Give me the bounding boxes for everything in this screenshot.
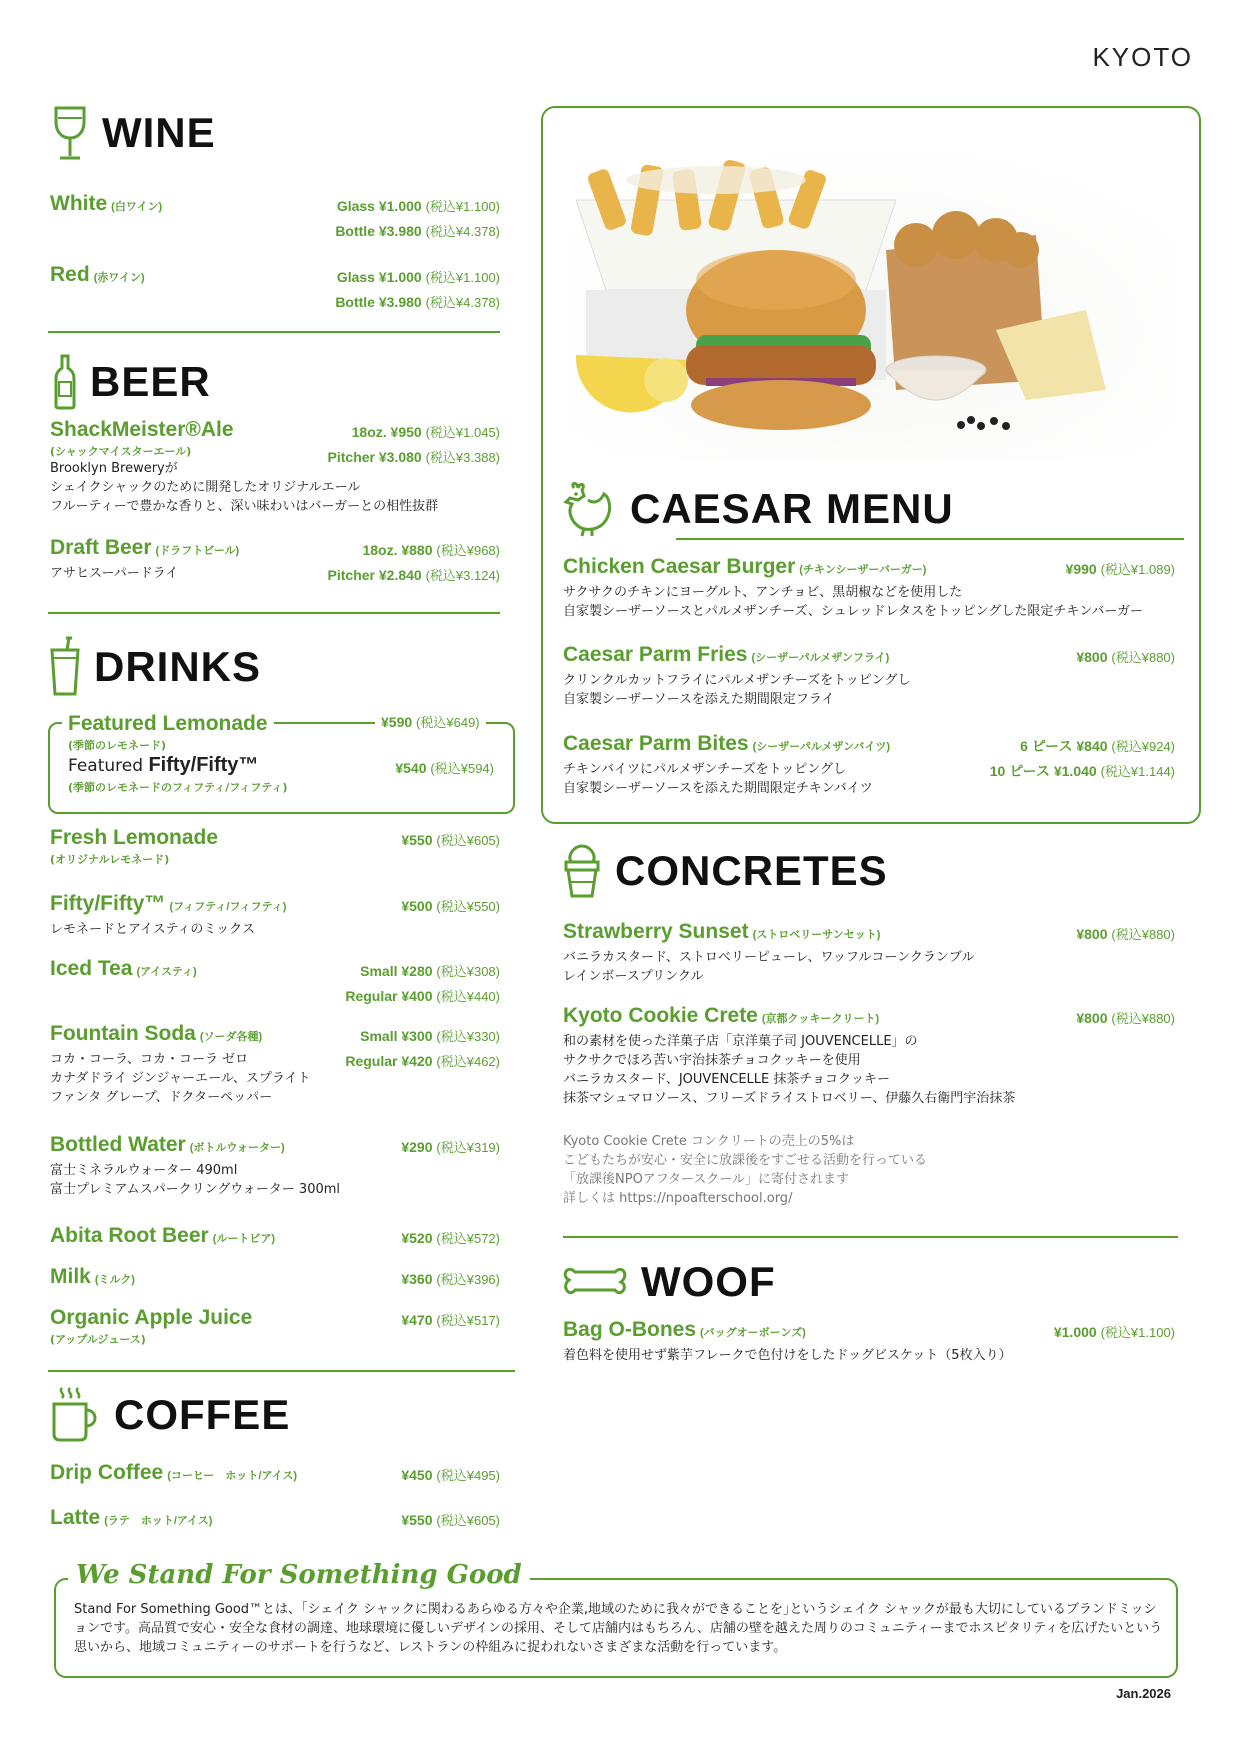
item-price: ¥470 <box>401 1312 433 1328</box>
item-price: Bottle ¥3.980 <box>335 294 422 310</box>
menu-item <box>50 826 500 874</box>
item-description: フルーティーで豊かな香りと、深い味わいはバーガーとの相性抜群 <box>50 499 439 514</box>
wine-heading <box>52 104 216 162</box>
item-description: クリンクルカットフライにパルメザンチーズをトッピングし <box>563 673 911 688</box>
item-price: ¥1.000 <box>1053 1324 1097 1340</box>
caesar-food-photo <box>566 140 1176 460</box>
rooster-icon <box>560 480 616 538</box>
divider <box>676 538 1184 540</box>
item-name: Bag O-Bones <box>563 1318 697 1341</box>
item-name: Latte <box>50 1506 101 1529</box>
menu-item <box>563 1318 1175 1368</box>
item-name: Organic Apple Juice <box>50 1306 253 1329</box>
item-subname: (シャックマイスターエール) <box>50 445 192 458</box>
item-name: Milk <box>50 1265 91 1288</box>
menu-item <box>50 263 500 323</box>
item-description: サクサクでほろ苦い宇治抹茶チョコクッキーを使用 <box>563 1053 861 1068</box>
divider <box>563 1236 1178 1238</box>
item-tax-price: (税込¥1.144) <box>1100 764 1175 779</box>
drink-cup-icon <box>50 636 80 698</box>
item-price: ¥520 <box>401 1230 433 1246</box>
item-description: レインボースプリンクル <box>563 969 704 984</box>
item-name: Red <box>50 263 90 286</box>
item-tax-price: (税込¥4.378) <box>425 295 500 310</box>
item-description: 着色料を使用せず紫芋フレークで色付けをしたドッグビスケット（5枚入り） <box>563 1348 1012 1363</box>
note-line: こどもたちが安心・安全に放課後をすごせる活動を行っている <box>563 1153 928 1168</box>
item-tax-price: (税込¥330) <box>436 1029 500 1044</box>
item-subname: (ボトルウォーター) <box>189 1142 285 1154</box>
item-price: 18oz. ¥880 <box>362 542 433 558</box>
item-description: 富士ミネラルウォーター 490ml <box>50 1163 238 1178</box>
concretes-title: CONCRETES <box>615 847 888 894</box>
item-tax-price: (税込¥649) <box>416 715 480 730</box>
item-description: バニラカスタード、ストロベリーピューレ、ワッフルコーンクランブル <box>563 950 975 965</box>
item-subname: (フィフティ/フィフティ) <box>169 901 287 913</box>
item-tax-price: (税込¥1.100) <box>425 270 500 285</box>
menu-item <box>563 732 1175 804</box>
item-subname: (ルートビア) <box>212 1233 276 1245</box>
item-name-prefix: Featured <box>68 756 144 776</box>
coffee-title: COFFEE <box>114 1391 291 1438</box>
item-tax-price: (税込¥1.089) <box>1100 562 1175 577</box>
item-description: アサヒスーパードライ <box>50 566 179 581</box>
item-price: ¥990 <box>1065 561 1097 577</box>
menu-item <box>68 754 288 795</box>
drinks-heading <box>50 636 261 698</box>
coffee-cup-icon <box>52 1386 100 1444</box>
item-tax-price: (税込¥880) <box>1111 650 1175 665</box>
item-price: ¥800 <box>1076 649 1108 665</box>
item-tax-price: (税込¥1.045) <box>425 425 500 440</box>
menu-item <box>50 192 500 252</box>
item-subname: (コーヒー ホット/アイス) <box>167 1470 298 1482</box>
item-price: ¥550 <box>401 832 433 848</box>
item-subname: (ドラフトビール) <box>155 545 240 557</box>
item-tax-price: (税込¥924) <box>1111 739 1175 754</box>
item-name: Chicken Caesar Burger <box>563 555 796 578</box>
item-tax-price: (税込¥594) <box>430 761 494 776</box>
item-price: ¥360 <box>401 1271 433 1287</box>
item-subname: (チキンシーザーバーガー) <box>799 564 927 576</box>
item-name: Kyoto Cookie Crete <box>563 1004 758 1027</box>
menu-item <box>50 1461 500 1491</box>
menu-date: Jan.2026 <box>1116 1686 1171 1701</box>
menu-item <box>50 1022 500 1118</box>
concrete-cup-icon <box>563 842 601 900</box>
item-price: Glass ¥1.000 <box>336 269 422 285</box>
item-name: Bottled Water <box>50 1133 186 1156</box>
item-tax-price: (税込¥3.388) <box>425 450 500 465</box>
beer-bottle-icon <box>54 354 76 410</box>
item-tax-price: (税込¥968) <box>436 543 500 558</box>
item-subname: (季節のレモネードのフィフティ/フィフティ) <box>68 781 288 794</box>
item-price: 10 ピース ¥1.040 <box>989 763 1097 779</box>
item-description: チキンバイツにパルメザンチーズをトッピングし <box>563 762 847 777</box>
item-tax-price: (税込¥880) <box>1111 927 1175 942</box>
item-price: 6 ピース ¥840 <box>1020 738 1108 754</box>
item-description: ファンタ グレープ、ドクターペッパー <box>50 1090 273 1105</box>
item-tax-price: (税込¥572) <box>436 1231 500 1246</box>
item-price: ¥800 <box>1076 926 1108 942</box>
divider <box>302 722 368 724</box>
stand-for-something-good-title: We Stand For Something Good <box>68 1560 530 1590</box>
menu-item <box>50 892 500 942</box>
caesar-heading <box>560 480 954 538</box>
item-subname: (ミルク) <box>94 1274 135 1286</box>
dog-bone-icon <box>563 1260 627 1304</box>
item-description: 自家製シーザーソースとパルメザンチーズ、シュレッドレタスをトッピングした限定チキンバーガー <box>563 604 1144 619</box>
menu-item <box>50 1306 500 1352</box>
item-description: 抹茶マシュマロソース、フリーズドライストロベリー、伊藤久右衛門宇治抹茶 <box>563 1091 1016 1106</box>
item-name: Fifty/Fifty™ <box>148 754 259 776</box>
item-tax-price: (税込¥396) <box>436 1272 500 1287</box>
menu-item <box>50 418 500 524</box>
item-subname: (赤ワイン) <box>93 272 145 284</box>
divider <box>48 331 500 333</box>
divider <box>48 612 500 614</box>
item-tax-price: (税込¥495) <box>436 1468 500 1483</box>
beer-title: BEER <box>90 358 211 405</box>
item-price: ¥800 <box>1076 1010 1108 1026</box>
item-price: ¥290 <box>401 1139 433 1155</box>
item-subname: (白ワイン) <box>111 201 163 213</box>
wine-title: WINE <box>102 109 216 156</box>
coffee-heading <box>52 1386 290 1444</box>
item-description: レモネードとアイスティのミックス <box>50 922 256 937</box>
item-name: Caesar Parm Bites <box>563 732 749 755</box>
item-price: Regular ¥420 <box>345 1053 433 1069</box>
item-description: カナダドライ ジンジャーエール、スプライト <box>50 1071 311 1086</box>
item-tax-price: (税込¥1.100) <box>1100 1325 1175 1340</box>
location-label: KYOTO <box>1092 42 1193 72</box>
item-subname: (シーザーパルメザンバイツ) <box>752 741 891 753</box>
note-line: 「放課後NPOアフタースクール」に寄付されます <box>563 1172 849 1187</box>
item-tax-price: (税込¥3.124) <box>425 568 500 583</box>
item-description: Brooklyn Breweryが <box>50 461 178 476</box>
item-description: シェイクシャックのために開発したオリジナルエール <box>50 480 361 495</box>
item-subname: (ストロベリーサンセット) <box>752 929 881 941</box>
item-subname: (季節のレモネード) <box>68 739 167 752</box>
item-description: コカ・コーラ、コカ・コーラ ゼロ <box>50 1052 249 1067</box>
item-price: ¥550 <box>401 1512 433 1528</box>
divider <box>48 1370 515 1372</box>
item-name: Iced Tea <box>50 957 133 980</box>
menu-item <box>563 920 1175 992</box>
wine-glass-icon <box>52 104 88 162</box>
item-subname: (ラテ ホット/アイス) <box>104 1515 213 1527</box>
item-name: Fresh Lemonade <box>50 826 219 849</box>
note-link[interactable]: 詳しくは https://npoafterschool.org/ <box>563 1191 793 1206</box>
item-description: 自家製シーザーソースを添えた期間限定チキンバイツ <box>563 781 873 796</box>
menu-item <box>50 1506 500 1536</box>
item-name: Strawberry Sunset <box>563 920 749 943</box>
note-line: Kyoto Cookie Crete コンクリートの売上の5%は <box>563 1134 855 1149</box>
menu-item <box>563 643 1175 715</box>
item-tax-price: (税込¥550) <box>436 899 500 914</box>
menu-item <box>50 536 500 592</box>
item-tax-price: (税込¥517) <box>436 1313 500 1328</box>
item-name: Fountain Soda <box>50 1022 196 1045</box>
item-tax-price: (税込¥462) <box>436 1054 500 1069</box>
item-name: Draft Beer <box>50 536 152 559</box>
item-price: Glass ¥1.000 <box>336 198 422 214</box>
item-price: Pitcher ¥3.080 <box>327 449 422 465</box>
menu-item <box>50 1265 500 1295</box>
menu-item <box>563 1004 1175 1114</box>
item-description: 自家製シーザーソースを添えた期間限定フライ <box>563 692 835 707</box>
drinks-title: DRINKS <box>94 643 262 690</box>
menu-item <box>62 712 274 736</box>
item-name: White <box>50 192 108 215</box>
item-subname: (オリジナルレモネード) <box>50 853 170 866</box>
item-subname: (シーザーパルメザンフライ) <box>751 652 890 664</box>
item-tax-price: (税込¥4.378) <box>425 224 500 239</box>
menu-item <box>563 555 1175 627</box>
item-subname: (ソーダ各種) <box>199 1031 263 1043</box>
item-description: バニラカスタード、JOUVENCELLE 抹茶チョコクッキー <box>563 1072 890 1087</box>
item-tax-price: (税込¥880) <box>1111 1011 1175 1026</box>
item-price: ¥500 <box>401 898 433 914</box>
concretes-heading <box>563 842 888 900</box>
woof-title: WOOF <box>641 1258 776 1305</box>
item-tax-price: (税込¥440) <box>436 989 500 1004</box>
menu-item <box>50 1224 500 1254</box>
item-name: Featured Lemonade <box>68 712 268 735</box>
item-tax-price: (税込¥319) <box>436 1140 500 1155</box>
item-price: Small ¥300 <box>360 1028 433 1044</box>
item-tax-price: (税込¥605) <box>436 1513 500 1528</box>
item-description: 和の素材を使った洋菓子店「京洋菓子司 JOUVENCELLE」の <box>563 1034 918 1049</box>
donation-note <box>563 1132 1175 1208</box>
item-subname: (京都クッキークリート) <box>761 1013 880 1025</box>
item-price: Bottle ¥3.980 <box>335 223 422 239</box>
item-price: Pitcher ¥2.840 <box>327 567 422 583</box>
item-tax-price: (税込¥1.100) <box>425 199 500 214</box>
item-price: 18oz. ¥950 <box>351 424 422 440</box>
menu-item <box>50 957 500 1013</box>
menu-item <box>50 1133 500 1207</box>
item-name: Abita Root Beer <box>50 1224 209 1247</box>
item-name: Caesar Parm Fries <box>563 643 748 666</box>
beer-heading <box>54 354 211 410</box>
item-name: Drip Coffee <box>50 1461 164 1484</box>
item-subname: (アイスティ) <box>136 966 197 978</box>
item-tax-price: (税込¥605) <box>436 833 500 848</box>
caesar-title: CAESAR MENU <box>630 485 954 532</box>
item-price: ¥590 <box>381 714 413 730</box>
item-subname: (バッグオーボーンズ) <box>700 1327 806 1339</box>
item-price: ¥450 <box>401 1467 433 1483</box>
item-name: ShackMeister®Ale <box>50 418 234 441</box>
item-price: ¥540 <box>395 760 427 776</box>
item-tax-price: (税込¥308) <box>436 964 500 979</box>
woof-heading <box>563 1258 776 1306</box>
item-price: Regular ¥400 <box>345 988 433 1004</box>
item-description: 富士プレミアムスパークリングウォーター 300ml <box>50 1182 341 1197</box>
item-description: サクサクのチキンにヨーグルト、アンチョビ、黒胡椒などを使用した <box>563 585 963 600</box>
item-price: Small ¥280 <box>360 963 433 979</box>
stand-for-something-good-text: Stand For Something Good™とは、｢シェイク シャックに関わるあらゆる方々や企業,地域のために我々ができることを｣というシェイク シャックが最も大切にしているブランドミッションです。高品質で安心・安全な食材の調達、地球環境に優しいデザインの採用、そして店舗内はもちろん、店舗の壁を越えた周りのコミュニティーまでホスピタリティを広げたいという思いから、地域コミュニティーのサポートを行うなど、レストランの枠組みに捉われないさまざまな活動を行っています。 <box>74 1602 1163 1655</box>
item-name: Fifty/Fifty™ <box>50 892 166 915</box>
item-subname: (アップルジュース) <box>50 1333 146 1346</box>
